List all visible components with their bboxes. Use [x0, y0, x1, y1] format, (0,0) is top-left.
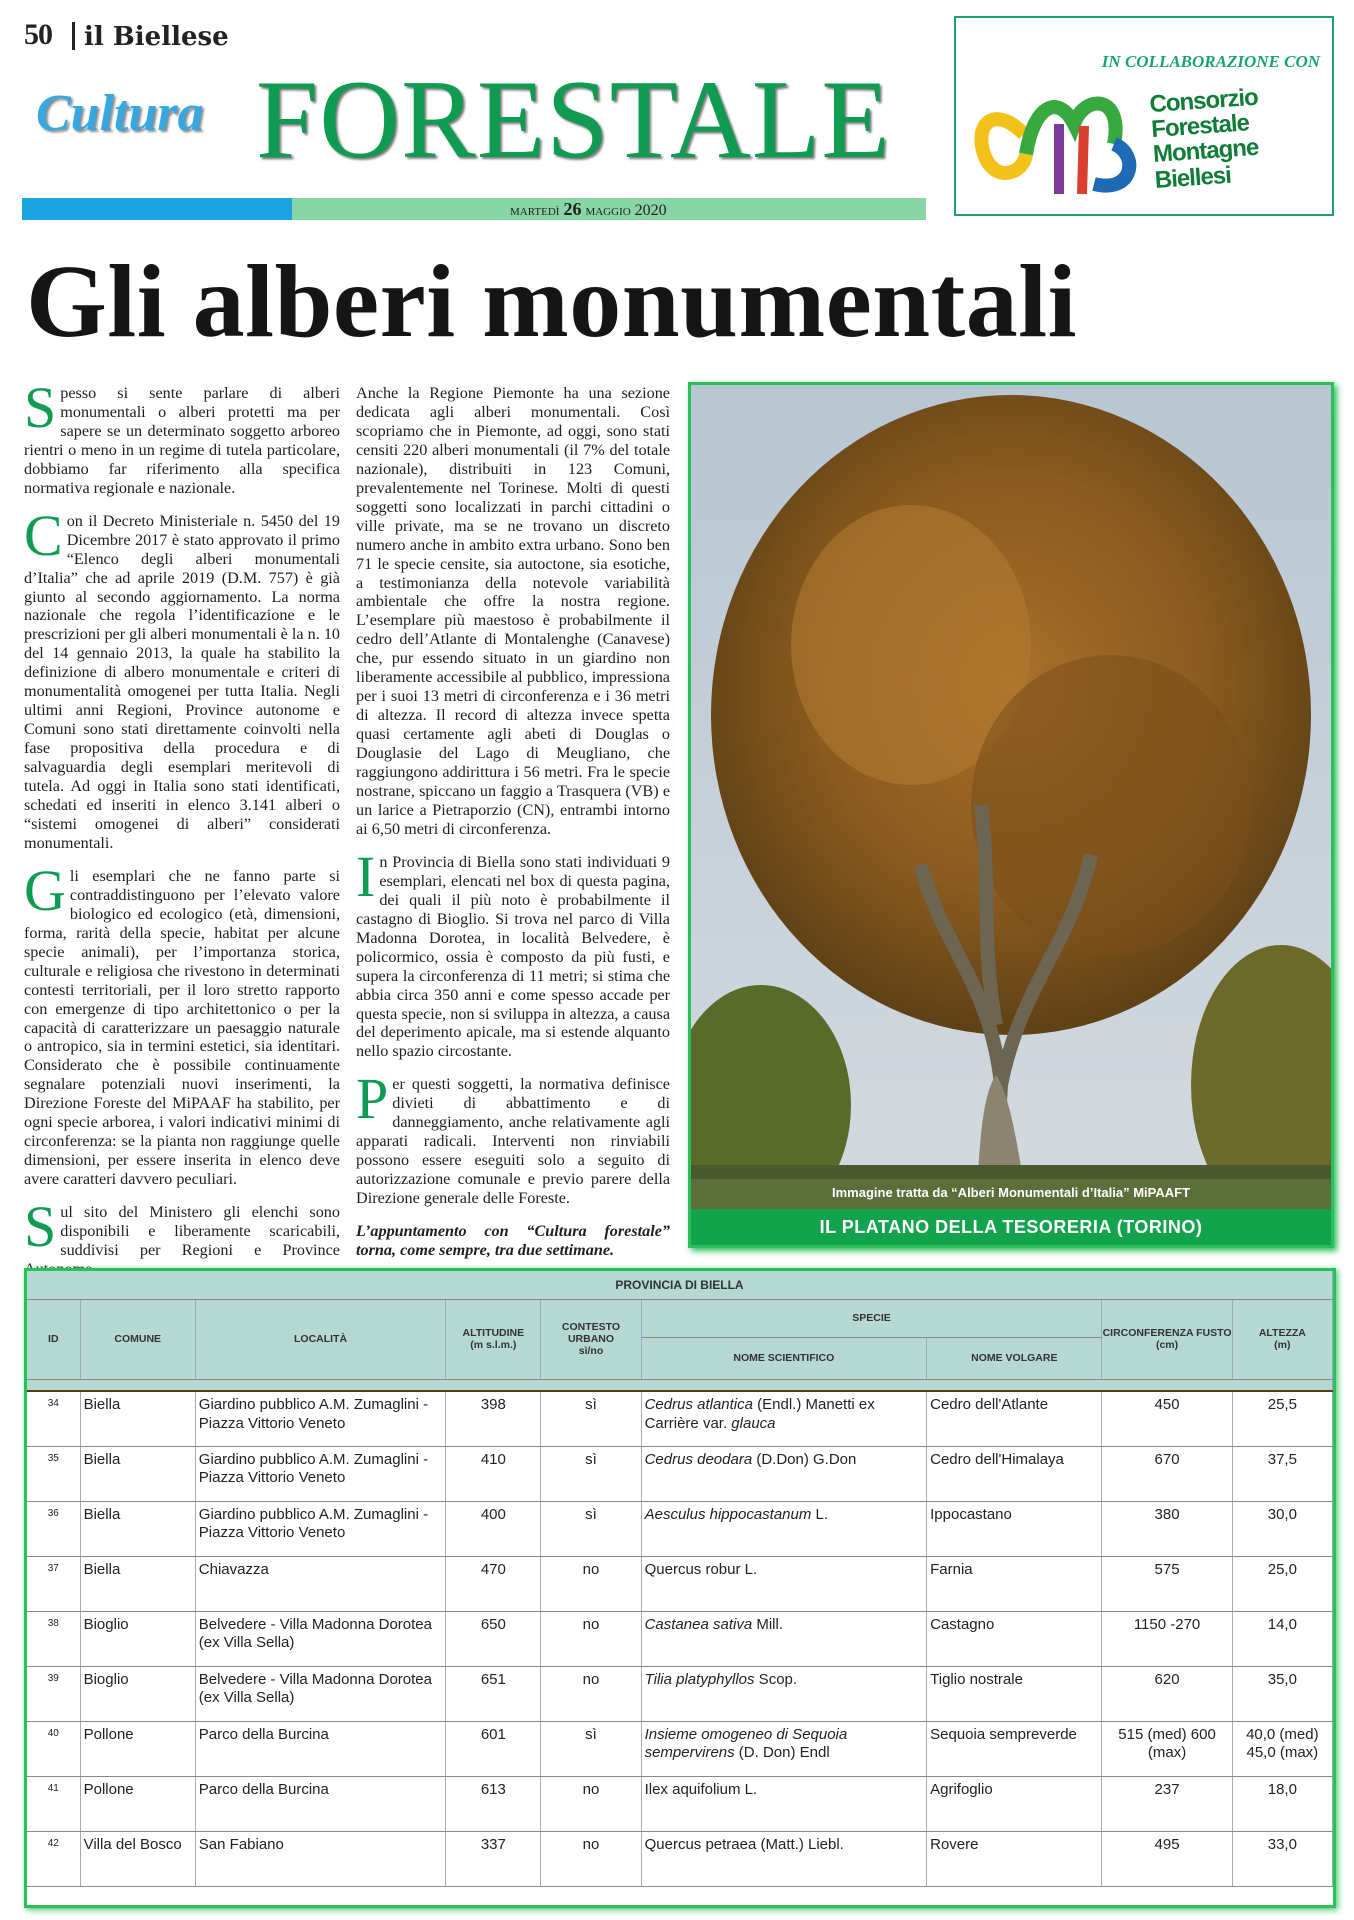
cell-contesto-urbano: sì — [541, 1446, 641, 1501]
cell-comune: Bioglio — [80, 1666, 195, 1721]
col-header-altezza: ALTEZZA (m) — [1232, 1299, 1332, 1379]
cell-altitudine: 650 — [446, 1611, 541, 1666]
scientific-name-part: Scop. — [754, 1670, 798, 1688]
date-number: 26 — [563, 199, 582, 219]
drop-cap: G — [24, 857, 66, 923]
consorzio-logo-icon — [964, 64, 1164, 204]
paragraph — [24, 502, 341, 853]
col-header-id: ID — [27, 1299, 80, 1379]
cell-nome-volgare: Farnia — [927, 1556, 1102, 1611]
cell-altitudine: 398 — [446, 1391, 541, 1446]
col-header-specie: SPECIE — [641, 1299, 1102, 1337]
cell-contesto-urbano: no — [541, 1556, 641, 1611]
scientific-name-part: Mill. — [752, 1615, 783, 1633]
header-stripe — [22, 198, 926, 220]
cell-id: 34 — [27, 1391, 80, 1446]
consorzio-name-line2: Montagne Biellesi — [1152, 134, 1260, 194]
cell-id: 37 — [27, 1556, 80, 1611]
paragraph — [24, 375, 340, 498]
cell-comune: Biella — [80, 1446, 195, 1501]
cell-altitudine: 400 — [446, 1501, 541, 1556]
consorzio-name-line1: Consorzio Forestale — [1148, 83, 1259, 144]
cell-comune: Pollone — [80, 1776, 195, 1831]
cell-localita: Chiavazza — [195, 1556, 445, 1611]
scientific-name-part: Aesculus hippocastanum — [644, 1505, 812, 1523]
cell-comune: Biella — [80, 1501, 195, 1556]
table-row — [27, 1666, 1333, 1721]
scientific-name-part: Cedrus atlantica — [644, 1396, 753, 1413]
cell-circonferenza: 1150 -270 — [1102, 1611, 1232, 1666]
scientific-name-part: Ilex aquifolium L. — [644, 1780, 758, 1798]
scientific-name-part: Quercus petraea (Matt.) Liebl. — [644, 1835, 844, 1853]
table-header-spacer — [27, 1379, 1333, 1391]
cell-altitudine: 613 — [446, 1776, 541, 1831]
cell-nome-scientifico — [641, 1666, 927, 1721]
cell-altezza: 30,0 — [1232, 1501, 1332, 1556]
paragraph — [24, 857, 340, 1189]
newspaper-name: il Biellese — [84, 22, 229, 52]
cell-id: 39 — [27, 1666, 80, 1721]
table-row — [27, 1721, 1333, 1776]
cell-circonferenza: 575 — [1102, 1556, 1232, 1611]
trees-table-box — [24, 1268, 1336, 1908]
paragraph-text: er questi soggetti, la normativa definisce divieti di abbattimento e di danneggiamento, anche relativamente agli apparati radicali. Interventi non rinviabili possono essere eseguiti solo a seguito di autorizzazione comunale e previo parere della Direzione generale delle Foreste. — [356, 1075, 670, 1208]
cell-altitudine: 601 — [446, 1721, 541, 1776]
paragraph — [356, 1066, 670, 1208]
paragraph-text: n Provincia di Biella sono stati individuati 9 esemplari, elencati nel box di questa pagina, dei quali il più noto è probabilmente il castagno di Bioglio. Si trova nel parco di Villa Madonna Dorotea, in località Belvedere, è policormico, ossia è composto da più fusti, e supera la circonferenza di 11 metri; si stima che abbia circa 350 anni e come spesso accade per questa specie, non si sviluppa in altezza, a causa del deperimento apicale, ma si estende alquanto nello spazio circostante. — [356, 852, 670, 1061]
scientific-name-part: glauca — [731, 1414, 776, 1432]
col-header-localita: LOCALITÀ — [195, 1299, 445, 1379]
cell-localita: Parco della Burcina — [195, 1721, 445, 1776]
scientific-name-part: Castanea sativa — [644, 1615, 753, 1633]
scientific-name-part: (D.Don) G.Don — [752, 1450, 857, 1468]
article-column-2 — [356, 384, 670, 1274]
drop-cap: S — [24, 1194, 57, 1260]
closing-note: L’appuntamento con “Cultura forestale” torna, come sempre, tra due settimane. — [356, 1222, 670, 1259]
drop-cap: P — [356, 1066, 389, 1132]
cell-circonferenza: 237 — [1102, 1776, 1232, 1831]
cell-localita: Giardino pubblico A.M. Zumaglini - Piazza Vittorio Veneto — [195, 1446, 445, 1501]
scientific-name-part: Quercus robur L. — [644, 1560, 758, 1578]
cell-localita: Parco della Burcina — [195, 1776, 445, 1831]
cell-nome-scientifico — [641, 1391, 927, 1446]
cell-nome-scientifico — [641, 1721, 927, 1776]
photo-caption: IL PLATANO DELLA TESORERIA (TORINO) — [691, 1209, 1331, 1245]
cell-nome-volgare: Ippocastano — [927, 1501, 1102, 1556]
section-label-forestale: FORESTALE — [256, 58, 891, 182]
cell-altezza: 25,0 — [1232, 1556, 1332, 1611]
cell-nome-scientifico — [641, 1611, 927, 1666]
tree-photo — [688, 382, 1334, 1248]
cell-nome-volgare: Agrifoglio — [927, 1776, 1102, 1831]
cell-comune: Biella — [80, 1391, 195, 1446]
scientific-name-part: (D. Don) Endl — [734, 1744, 830, 1762]
col-header-contesto: CONTESTO URBANO sì/no — [541, 1299, 641, 1379]
cell-circonferenza: 515 (med) 600 (max) — [1102, 1721, 1232, 1776]
cell-id: 42 — [27, 1831, 80, 1886]
cell-nome-volgare: Sequoia sempreverde — [927, 1721, 1102, 1776]
table-row — [27, 1556, 1333, 1611]
cell-altitudine: 337 — [446, 1831, 541, 1886]
cell-altezza: 18,0 — [1232, 1776, 1332, 1831]
cell-altitudine: 470 — [446, 1556, 541, 1611]
collaboration-box — [954, 16, 1334, 216]
drop-cap: C — [24, 502, 63, 568]
cell-altezza: 37,5 — [1232, 1446, 1332, 1501]
cell-nome-volgare: Castagno — [927, 1611, 1102, 1666]
paragraph-text: li esemplari che ne fanno parte si contraddistinguono per l’elevato valore biologico ed ecologico (età, dimensioni, forma, rarità della specie, habitat per alcune specie animali), per l’importanza storica, culturale e religiosa che rivestono in determinati contesti territoriali, per il loro stretto rapporto con emergenze di tipo architettonico o per la capacità di caratterizzare un paesaggio naturale o antropico, sia in termini estetici, sia identitari. Considerato che è possibile continuamente segnalare potenziali nuovi inserimenti, la Direzione Foreste del MiPAAF ha stabilito, per ogni specie arborea, i valori indicativi minimi di circonferenza: se la pianta non raggiunge quelle dimensioni, per essere inserita in elenco deve avere caratteri davvero peculiari. — [24, 866, 340, 1189]
cell-nome-scientifico — [641, 1446, 927, 1501]
cell-contesto-urbano: sì — [541, 1721, 641, 1776]
paragraph-text: ul sito del Ministero gli elenchi sono disponibili e liberamente scaricabili, suddivisi per Regioni e Province — [60, 1203, 340, 1259]
col-header-circonferenza: CIRCONFERENZA FUSTO (cm) — [1102, 1299, 1232, 1379]
cell-id: 35 — [27, 1446, 80, 1501]
cell-altitudine: 410 — [446, 1446, 541, 1501]
cell-contesto-urbano: sì — [541, 1391, 641, 1446]
cell-id: 41 — [27, 1776, 80, 1831]
paragraph-text: Anche la Regione Piemonte ha una sezione dedicata agli alberi monumentali. Così scopriamo che in Piemonte, ad oggi, sono stati censiti 220 alberi monumentali (il 7% del totale nazionale), distribuiti in 123 Comuni, prevalentemente nel Torinese. Molti di questi soggetti sono localizzati in parchi cittadini o ville private, ma se ne trovano un discreto numero anche in ambito extra urbano. Sono ben 71 le specie censite, sia autoctone, sia esotiche, a testimonianza della notevole variabilità ambientale che offre la nostra regione. L’esemplare più maestoso è probabilmente il cedro dell’Atlante di Montalenghe (Canavese) che, pur essendo situato in un giardino non liberamente accessibile al pubblico, impressiona per i suoi 13 metri di circonferenza e i 36 metri di altezza. Il record di altezza invece spetta quasi certamente agli abeti di Douglas o Douglasie del Lago di Meugliano, che raggiungono addirittura i 56 metri. Fra le specie nostrane, spiccano un faggio a Trasquera (VB) e un larice a Pietraporzio (CN), entrambi intorno ai 6,50 metri di circonferenza. — [356, 384, 670, 838]
cell-nome-volgare: Rovere — [927, 1831, 1102, 1886]
cell-contesto-urbano: no — [541, 1776, 641, 1831]
scientific-name-part: L. — [811, 1505, 829, 1523]
table-row — [27, 1446, 1333, 1501]
cell-contesto-urbano: no — [541, 1831, 641, 1886]
col-header-comune: COMUNE — [80, 1299, 195, 1379]
cell-nome-scientifico — [641, 1831, 927, 1886]
photo-credit: Immagine tratta da “Alberi Monumentali d’Italia” MiPAAFT — [831, 1185, 1191, 1200]
col-header-altitudine: ALTITUDINE (m s.l.m.) — [446, 1299, 541, 1379]
article-column-1 — [24, 375, 341, 1293]
cell-contesto-urbano: no — [541, 1666, 641, 1721]
cell-nome-scientifico — [641, 1556, 927, 1611]
paragraph-text: on il Decreto Ministeriale n. 5450 del 19 Dicembre 2017 è stato approvato il primo “Elenco degli alberi monumentali d’Italia” che ad aprile 2019 (D.M. 757) è già giunto al secondo aggiornamento. La norma nazionale che regola l’identificazione e le prescrizioni per gli alberi monumentali è la n. 10 del 14 gennaio 2013, la quale ha stabilito la definizione di albero monumentale e criteri di monumentalità omogenei per tutta Italia. Negli ultimi anni Regioni, Province autonome e Comuni sono stati direttamente coinvolti nella fase propositiva della procedura e di salvaguardia degli esemplari meritevoli di tutela. Ad oggi in Italia sono stati identificati, schedati ed inseriti in elenco 3.141 alberi o “sistemi omogenei di alberi” considerati monumentali. — [24, 511, 341, 852]
cell-altezza: 33,0 — [1232, 1831, 1332, 1886]
cell-nome-volgare: Cedro dell'Himalaya — [927, 1446, 1102, 1501]
cell-localita: Giardino pubblico A.M. Zumaglini - Piazza Vittorio Veneto — [195, 1501, 445, 1556]
cell-circonferenza: 495 — [1102, 1831, 1232, 1886]
cell-nome-volgare: Tiglio nostrale — [927, 1666, 1102, 1721]
table-row — [27, 1776, 1333, 1831]
cell-circonferenza: 450 — [1102, 1391, 1232, 1446]
drop-cap: I — [356, 843, 376, 909]
scientific-name-part: Insieme omogeneo di Sequoia sempervirens — [644, 1725, 848, 1762]
cell-contesto-urbano: no — [541, 1611, 641, 1666]
page-number: 50 — [24, 18, 52, 51]
cell-altezza: 25,5 — [1232, 1391, 1332, 1446]
cell-nome-scientifico — [641, 1776, 927, 1831]
date-month-year: maggio 2020 — [585, 202, 667, 219]
drop-cap: S — [24, 375, 57, 440]
cell-nome-scientifico — [641, 1501, 927, 1556]
table-row — [27, 1831, 1333, 1886]
cell-localita: Belvedere - Villa Madonna Dorotea (ex Villa Sella) — [195, 1666, 445, 1721]
table-row — [27, 1501, 1333, 1556]
col-header-nome-scientifico: NOME SCIENTIFICO — [641, 1337, 927, 1379]
section-label-cultura: Cultura — [36, 85, 204, 142]
cell-localita: Giardino pubblico A.M. Zumaglini - Piazza Vittorio Veneto — [195, 1391, 445, 1446]
consorzio-name — [1149, 80, 1331, 193]
page-number-divider — [72, 22, 75, 50]
cell-id: 40 — [27, 1721, 80, 1776]
cell-altitudine: 651 — [446, 1666, 541, 1721]
article-title: Gli alberi monumentali — [26, 244, 1077, 359]
cell-id: 36 — [27, 1501, 80, 1556]
cell-nome-volgare: Cedro dell'Atlante — [927, 1391, 1102, 1446]
paragraph-text: pesso si sente parlare di alberi monumentali o alberi protetti ma per sapere se un determinato soggetto arboreo rientri o meno in un regime di tutela particolare, dobbiamo far riferimento alla specifica normativa regionale e nazionale. — [24, 384, 340, 497]
cell-circonferenza: 670 — [1102, 1446, 1232, 1501]
cell-altezza: 14,0 — [1232, 1611, 1332, 1666]
cell-comune: Villa del Bosco — [80, 1831, 195, 1886]
table-row — [27, 1611, 1333, 1666]
collaboration-label: IN COLLABORAZIONE CON — [1101, 52, 1320, 71]
cell-localita: San Fabiano — [195, 1831, 445, 1886]
cell-id: 38 — [27, 1611, 80, 1666]
cell-localita: Belvedere - Villa Madonna Dorotea (ex Villa Sella) — [195, 1611, 445, 1666]
paragraph — [356, 843, 670, 1061]
date-day: martedì — [510, 202, 560, 219]
cell-contesto-urbano: sì — [541, 1501, 641, 1556]
cell-comune: Biella — [80, 1556, 195, 1611]
cell-altezza: 40,0 (med) 45,0 (max) — [1232, 1721, 1332, 1776]
cell-comune: Pollone — [80, 1721, 195, 1776]
table-title: PROVINCIA DI BIELLA — [27, 1271, 1333, 1299]
scientific-name-part: Cedrus deodara — [644, 1450, 753, 1468]
cell-comune: Bioglio — [80, 1611, 195, 1666]
scientific-name-part: Tilia platyphyllos — [644, 1670, 755, 1688]
scientific-name-part: (Endl.) Manetti ex Carrière var. — [644, 1396, 875, 1432]
cell-circonferenza: 620 — [1102, 1666, 1232, 1721]
paragraph — [356, 384, 670, 839]
trees-table — [27, 1271, 1333, 1887]
table-row — [27, 1391, 1333, 1446]
cell-altezza: 35,0 — [1232, 1666, 1332, 1721]
plane-tree-image — [691, 385, 1334, 1248]
col-header-nome-volgare: NOME VOLGARE — [927, 1337, 1102, 1379]
issue-date — [510, 199, 667, 220]
cell-circonferenza: 380 — [1102, 1501, 1232, 1556]
